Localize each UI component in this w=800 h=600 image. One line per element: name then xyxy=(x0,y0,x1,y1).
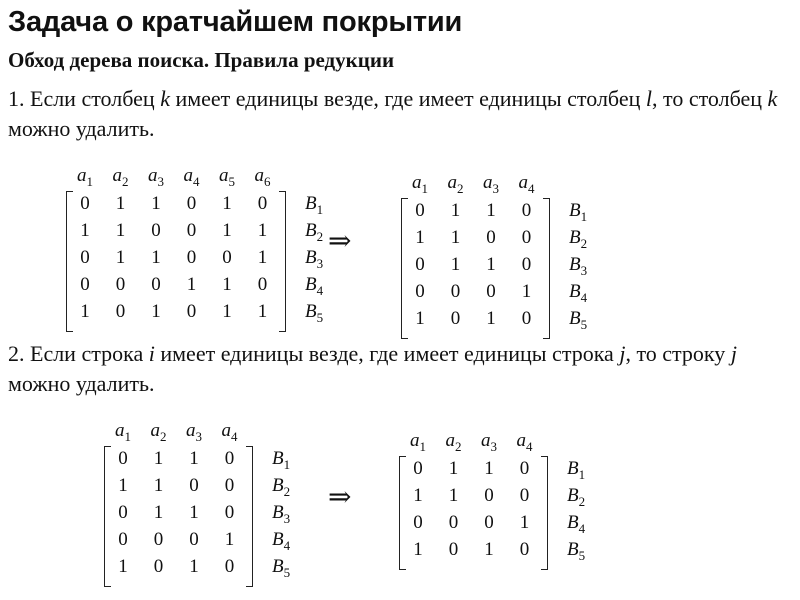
matrix-cell: 1 xyxy=(257,247,268,268)
column-header: $a_1$ xyxy=(115,420,131,444)
row-label: $B_4$ xyxy=(272,529,291,553)
row-label: $B_1$ xyxy=(305,193,324,217)
row-label: $B_3$ xyxy=(305,247,324,271)
row-label: $B_4$ xyxy=(305,274,324,298)
matrix-cell: 0 xyxy=(519,485,530,506)
matrix-cell: 0 xyxy=(80,247,90,268)
matrix-cell: 1 xyxy=(118,556,128,577)
matrix-cell: 0 xyxy=(186,220,197,241)
matrix-cell: 0 xyxy=(257,193,268,214)
row-label: $B_3$ xyxy=(272,502,291,526)
matrix-cell: 0 xyxy=(186,301,197,322)
matrix-cell: 0 xyxy=(450,281,461,302)
matrix-cell: 0 xyxy=(521,200,532,221)
matrix-cell: 0 xyxy=(486,227,496,248)
matrix-right-bracket xyxy=(541,456,548,570)
matrix-cell: 0 xyxy=(415,281,425,302)
implies-arrow-1: ⇒ xyxy=(328,224,352,257)
column-header: $a_1$ xyxy=(412,172,428,196)
matrix-cell: 0 xyxy=(153,529,164,550)
matrix-cell: 1 xyxy=(80,220,90,241)
matrix-cell: 1 xyxy=(115,220,126,241)
row-label: $B_2$ xyxy=(272,475,291,499)
matrix-cell: 0 xyxy=(415,254,425,275)
matrix-cell: 0 xyxy=(450,308,461,329)
row-label: $B_5$ xyxy=(567,539,586,563)
implies-arrow-2: ⇒ xyxy=(328,480,352,513)
matrix-cell: 0 xyxy=(153,556,164,577)
row-label: $B_5$ xyxy=(272,556,291,580)
matrix-cell: 1 xyxy=(413,485,423,506)
matrix-right-bracket xyxy=(543,198,550,339)
matrix-cell: 0 xyxy=(224,475,235,496)
matrix-cell: 0 xyxy=(222,247,232,268)
column-header: $a_6$ xyxy=(254,165,271,189)
matrix-cell: 1 xyxy=(519,512,530,533)
matrix-cell: 0 xyxy=(151,274,161,295)
matrix-cell: 0 xyxy=(80,193,90,214)
matrix-cell: 0 xyxy=(189,529,199,550)
matrix-cell: 1 xyxy=(118,475,128,496)
column-header: $a_3$ xyxy=(483,172,499,196)
matrix-2-reduced xyxy=(393,430,593,570)
matrix-cell: 0 xyxy=(224,502,235,523)
matrix-cell: 1 xyxy=(486,308,496,329)
matrix-cell: 0 xyxy=(257,274,268,295)
matrix-cell: 0 xyxy=(413,458,423,479)
matrix-cell: 1 xyxy=(521,281,532,302)
matrix-cell: 0 xyxy=(521,227,532,248)
column-header: $a_5$ xyxy=(219,165,235,189)
column-header: $a_1$ xyxy=(77,165,93,189)
matrix-cell: 1 xyxy=(151,247,161,268)
column-header: $a_4$ xyxy=(183,165,200,189)
column-header: $a_2$ xyxy=(150,420,167,444)
matrix-cell: 1 xyxy=(413,539,423,560)
matrix-cell: 0 xyxy=(118,502,128,523)
page-subtitle: Обход дерева поиска. Правила редукции xyxy=(8,48,395,72)
matrix-cell: 1 xyxy=(448,485,459,506)
row-label: $B_2$ xyxy=(569,227,588,251)
matrix-cell: 1 xyxy=(186,274,197,295)
row-label: $B_2$ xyxy=(567,485,586,509)
row-label: $B_1$ xyxy=(569,200,588,224)
matrix-cell: 0 xyxy=(115,301,126,322)
matrix-cell: 1 xyxy=(222,193,232,214)
row-label: $B_4$ xyxy=(569,281,588,305)
matrix-cell: 0 xyxy=(224,556,235,577)
matrix-cell: 1 xyxy=(189,448,199,469)
matrix-cell: 0 xyxy=(521,254,532,275)
matrix-cell: 0 xyxy=(486,281,496,302)
matrix-cell: 0 xyxy=(521,308,532,329)
matrix-cell: 0 xyxy=(186,247,197,268)
matrix-cell: 1 xyxy=(153,502,164,523)
column-header: $a_3$ xyxy=(186,420,202,444)
matrix-cell: 1 xyxy=(224,529,235,550)
matrix-cell: 1 xyxy=(484,458,494,479)
matrix-cell: 0 xyxy=(519,539,530,560)
matrix-cell: 0 xyxy=(484,485,494,506)
row-label: $B_1$ xyxy=(567,458,586,482)
row-label: $B_4$ xyxy=(567,512,586,536)
matrix-cell: 1 xyxy=(222,220,232,241)
matrix-cell: 1 xyxy=(257,301,268,322)
matrix-cell: 1 xyxy=(486,254,496,275)
matrix-cell: 0 xyxy=(118,529,128,550)
matrix-cell: 1 xyxy=(257,220,268,241)
matrix-cell: 0 xyxy=(115,274,126,295)
rule-1-text: 1. Если столбец k имеет единицы везде, где имеет единицы столбец l, то столбец k можно удалить. xyxy=(8,86,778,141)
matrix-cell: 1 xyxy=(151,193,161,214)
row-label: $B_1$ xyxy=(272,448,291,472)
rule-2-text: 2. Если строка i имеет единицы везде, где имеет единицы строка j, то строку j можно удалить. xyxy=(8,341,737,396)
matrix-cell: 1 xyxy=(115,193,126,214)
matrix-cell: 1 xyxy=(415,308,425,329)
matrix-cell: 0 xyxy=(413,512,423,533)
column-header: $a_2$ xyxy=(112,165,129,189)
row-label: $B_3$ xyxy=(569,254,588,278)
matrix-cell: 1 xyxy=(189,556,199,577)
matrix-right-bracket xyxy=(279,191,286,332)
matrix-cell: 1 xyxy=(115,247,126,268)
matrix-1-reduced xyxy=(395,172,595,337)
matrix-cell: 0 xyxy=(118,448,128,469)
matrix-cell: 0 xyxy=(415,200,425,221)
matrix-cell: 0 xyxy=(224,448,235,469)
row-label: $B_5$ xyxy=(305,301,324,325)
matrix-cell: 0 xyxy=(80,274,90,295)
matrix-cell: 0 xyxy=(519,458,530,479)
matrix-cell: 0 xyxy=(448,539,459,560)
matrix-2-original xyxy=(98,420,308,585)
matrix-1-original xyxy=(60,165,324,330)
column-header: $a_1$ xyxy=(410,430,426,454)
column-header: $a_4$ xyxy=(221,420,238,444)
matrix-cell: 0 xyxy=(484,512,494,533)
matrix-cell: 1 xyxy=(189,502,199,523)
matrix-cell: 1 xyxy=(80,301,90,322)
matrix-cell: 0 xyxy=(151,220,161,241)
matrix-cell: 1 xyxy=(153,448,164,469)
column-header: $a_4$ xyxy=(518,172,535,196)
page-title: Задача о кратчайшем покрытии xyxy=(8,6,463,38)
column-header: $a_4$ xyxy=(516,430,533,454)
column-header: $a_2$ xyxy=(445,430,462,454)
matrix-cell: 1 xyxy=(151,301,161,322)
column-header: $a_3$ xyxy=(481,430,497,454)
matrix-cell: 1 xyxy=(448,458,459,479)
row-label: $B_5$ xyxy=(569,308,588,332)
matrix-cell: 1 xyxy=(450,254,461,275)
matrix-right-bracket xyxy=(246,446,253,587)
matrix-cell: 1 xyxy=(222,301,232,322)
matrix-cell: 1 xyxy=(484,539,494,560)
matrix-cell: 1 xyxy=(153,475,164,496)
matrix-cell: 1 xyxy=(450,200,461,221)
matrix-cell: 1 xyxy=(222,274,232,295)
matrix-cell: 0 xyxy=(448,512,459,533)
row-label: $B_2$ xyxy=(305,220,324,244)
matrix-cell: 1 xyxy=(486,200,496,221)
matrix-cell: 1 xyxy=(450,227,461,248)
matrix-cell: 0 xyxy=(189,475,199,496)
column-header: $a_3$ xyxy=(148,165,164,189)
matrix-cell: 1 xyxy=(415,227,425,248)
column-header: $a_2$ xyxy=(447,172,464,196)
matrix-cell: 0 xyxy=(186,193,197,214)
